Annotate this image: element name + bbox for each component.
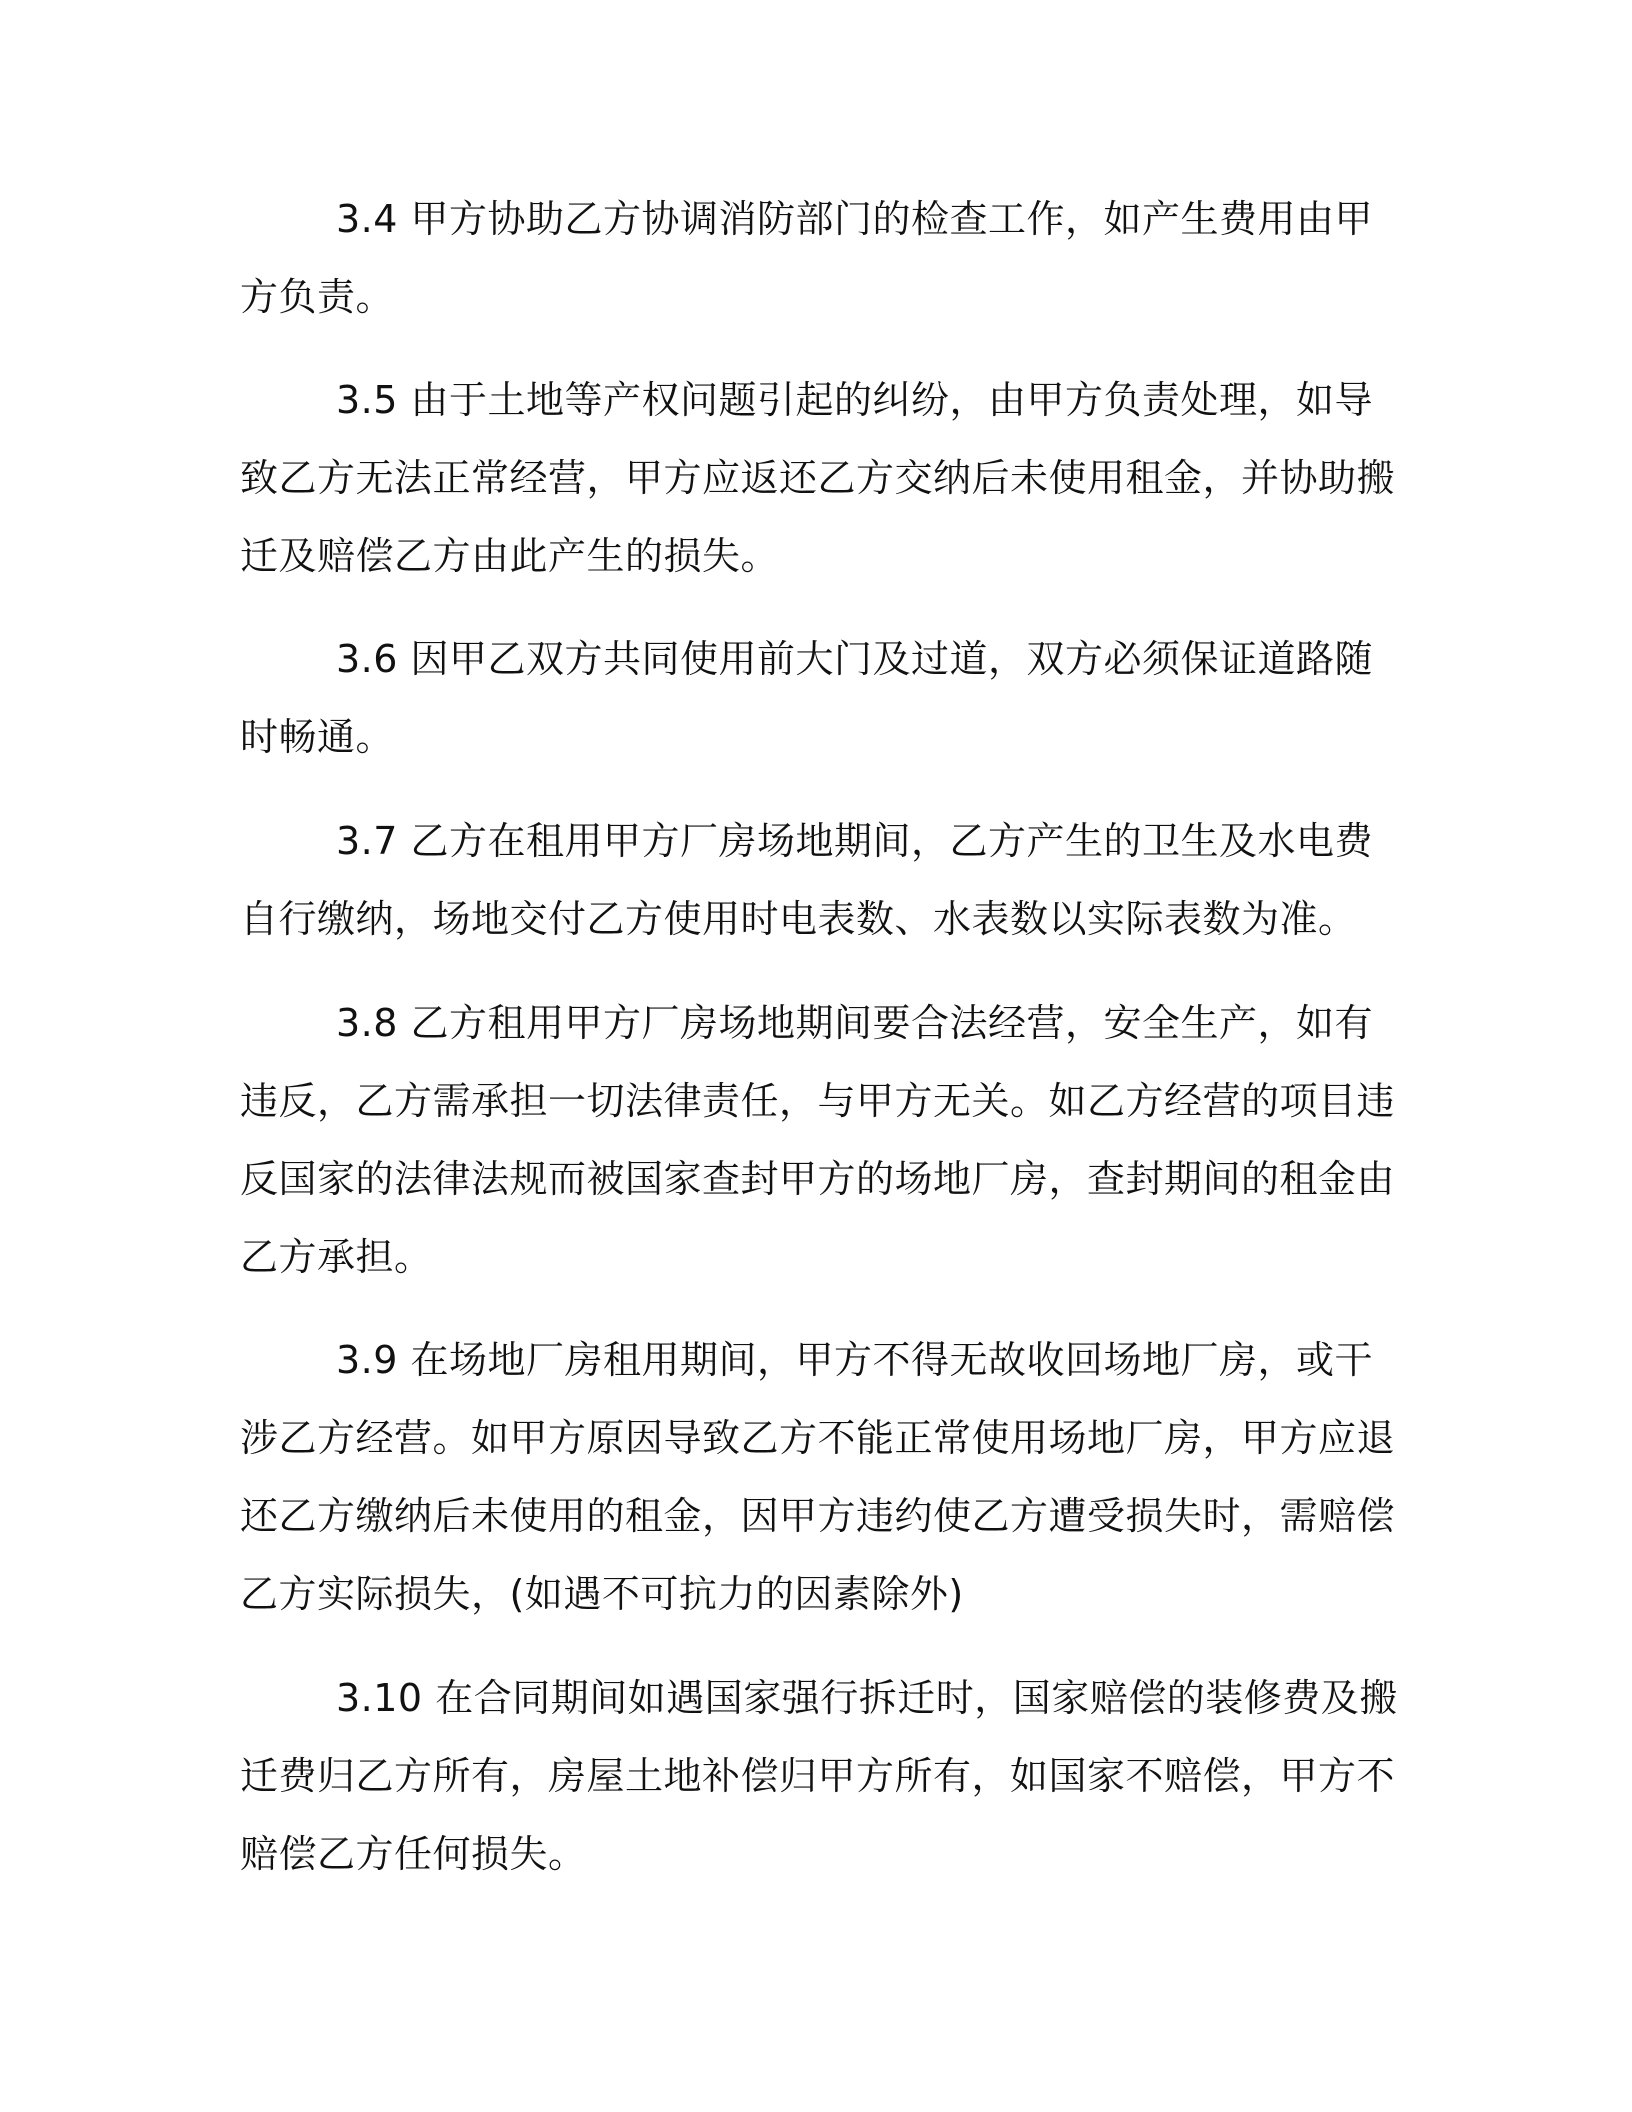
- clause-3-6: 3.6 因甲乙双方共同使用前大门及过道，双方必须保证道路随时畅通。: [240, 637, 1374, 759]
- clause-3-7: 3.7 乙方在租用甲方厂房场地期间，乙方产生的卫生及水电费自行缴纳，场地交付乙方使用时电表数、水表数以实际表数为准。: [240, 819, 1374, 941]
- clause-3-10: 3.10 在合同期间如遇国家强行拆迁时，国家赔偿的装修费及搬迁费归乙方所有，房屋土地补偿归甲方所有，如国家不赔偿，甲方不赔偿乙方任何损失。: [240, 1676, 1398, 1876]
- clause-3-5: 3.5 由于土地等产权问题引起的纠纷，由甲方负责处理，如导致乙方无法正常经营，甲方应返还乙方交纳后未使用租金，并协助搬迁及赔偿乙方由此产生的损失。: [240, 378, 1396, 578]
- clause-3-4: 3.4 甲方协助乙方协调消防部门的检查工作，如产生费用由甲方负责。: [240, 197, 1374, 319]
- clause-3-8: 3.8 乙方租用甲方厂房场地期间要合法经营，安全生产，如有违反，乙方需承担一切法律责任，与甲方无关。如乙方经营的项目违反国家的法律法规而被国家查封甲方的场地厂房，查封期间的租金由乙方承担。: [240, 1001, 1396, 1279]
- clause-3-9: 3.9 在场地厂房租用期间，甲方不得无故收回场地厂房，或干涉乙方经营。如甲方原因导致乙方不能正常使用场地厂房，甲方应退还乙方缴纳后未使用的租金，因甲方违约使乙方遭受损失时，需赔偿乙方实际损失，(如遇不可抗力的因素除外): [240, 1338, 1396, 1616]
